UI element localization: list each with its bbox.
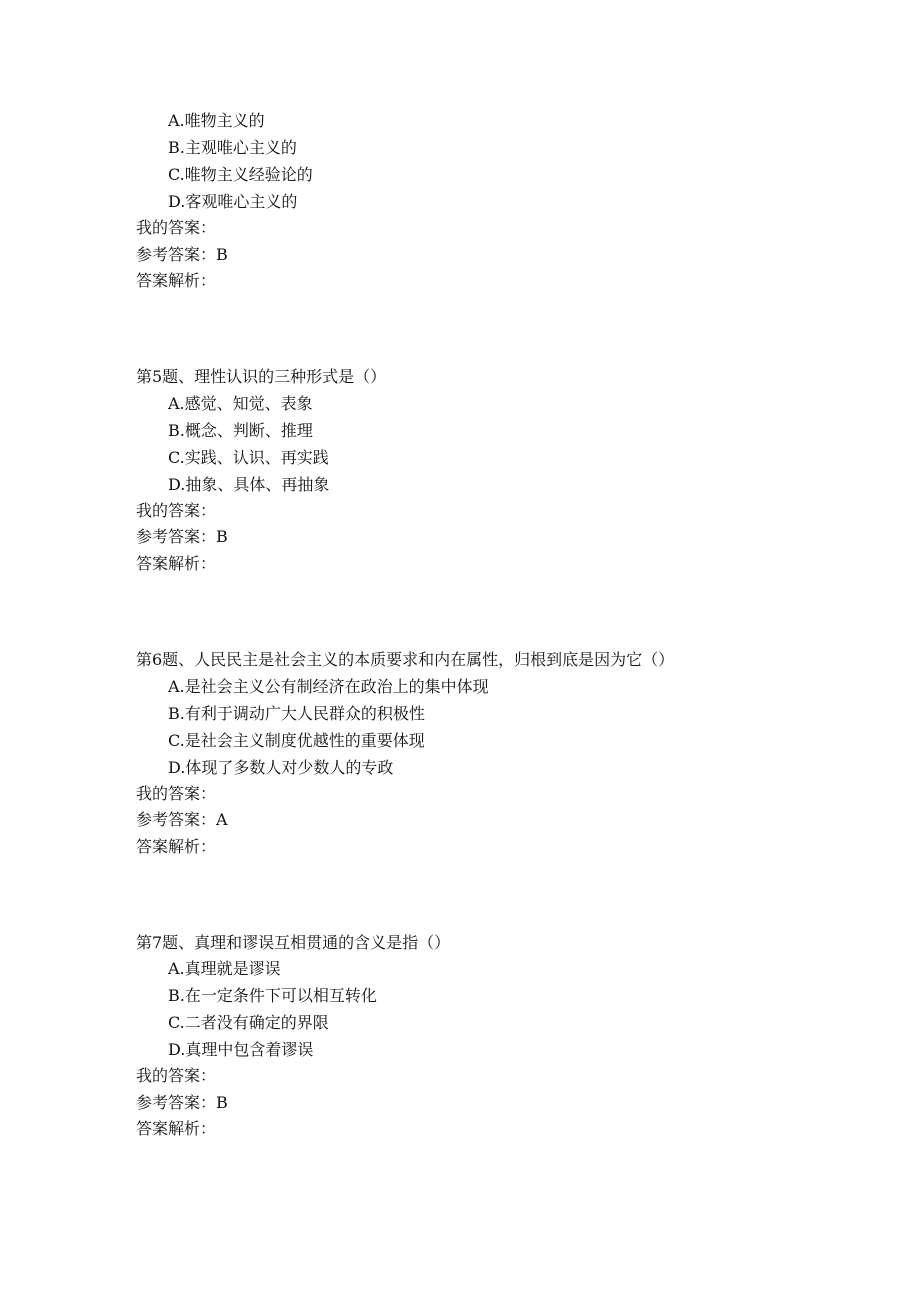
q4-analysis: 答案解析： xyxy=(136,271,217,290)
q6-title: 第6题、人民民主是社会主义的本质要求和内在属性，归根到底是因为它（） xyxy=(136,650,675,669)
q4-option-a: A.唯物主义的 xyxy=(168,111,265,130)
q6-option-a: A.是社会主义公有制经济在政治上的集中体现 xyxy=(168,677,489,696)
q7-analysis: 答案解析： xyxy=(136,1119,217,1138)
q7-my-answer: 我的答案： xyxy=(136,1066,217,1085)
q4-option-d: D.客观唯心主义的 xyxy=(168,192,298,211)
q5-title: 第5题、理性认识的三种形式是（） xyxy=(136,367,387,386)
q5-option-c: C.实践、认识、再实践 xyxy=(168,448,329,467)
q7-option-d: D.真理中包含着谬误 xyxy=(168,1040,314,1059)
q4-option-b: B.主观唯心主义的 xyxy=(168,138,297,157)
q7-option-c: C.二者没有确定的界限 xyxy=(168,1013,329,1032)
q7-option-a: A.真理就是谬误 xyxy=(168,959,281,978)
q6-option-d: D.体现了多数人对少数人的专政 xyxy=(168,758,394,777)
q5-option-d: D.抽象、具体、再抽象 xyxy=(168,475,330,494)
q6-analysis: 答案解析： xyxy=(136,837,217,856)
q5-option-a: A.感觉、知觉、表象 xyxy=(168,394,313,413)
q4-option-c: C.唯物主义经验论的 xyxy=(168,165,313,184)
q6-option-b: B.有利于调动广大人民群众的积极性 xyxy=(168,704,425,723)
q7-option-b: B.在一定条件下可以相互转化 xyxy=(168,986,377,1005)
q5-reference-answer: 参考答案：B xyxy=(136,527,228,546)
q4-reference-answer: 参考答案：B xyxy=(136,245,228,264)
q7-reference-answer: 参考答案：B xyxy=(136,1093,228,1112)
q5-analysis: 答案解析： xyxy=(136,554,217,573)
q6-my-answer: 我的答案： xyxy=(136,784,217,803)
q6-reference-answer: 参考答案：A xyxy=(136,810,228,829)
q4-my-answer: 我的答案： xyxy=(136,218,217,237)
q6-option-c: C.是社会主义制度优越性的重要体现 xyxy=(168,731,425,750)
q5-my-answer: 我的答案： xyxy=(136,501,217,520)
q5-option-b: B.概念、判断、推理 xyxy=(168,421,313,440)
q7-title: 第7题、真理和谬误互相贯通的含义是指（） xyxy=(136,933,451,952)
